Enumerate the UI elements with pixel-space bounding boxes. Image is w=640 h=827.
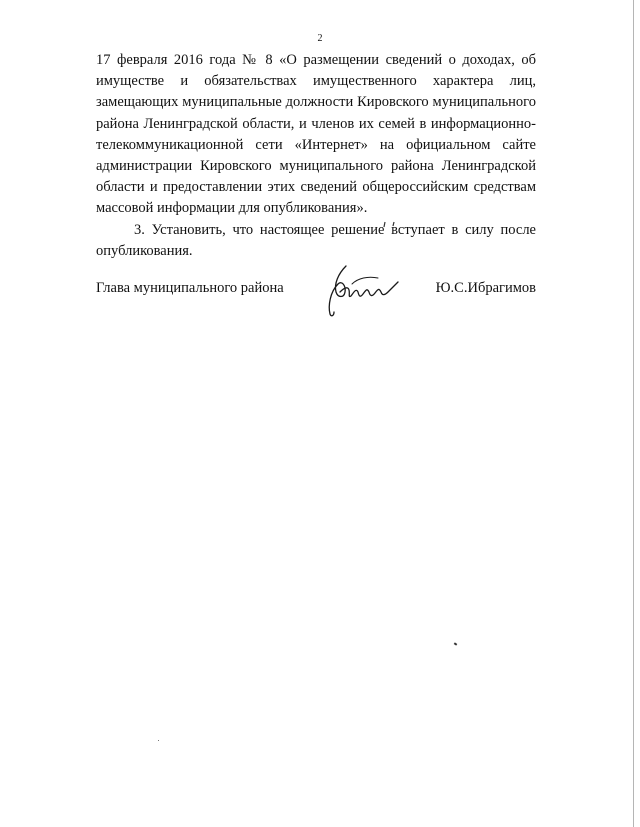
scan-speck [454, 642, 458, 645]
ink-tick-mark [382, 221, 400, 229]
page-edge-line [633, 0, 634, 827]
signatory-title: Глава муниципального района [96, 280, 284, 296]
text-line: 17 февраля 2016 года № 8 «О размещении сведений о доходах, об [96, 52, 536, 68]
text-line: замещающих муниципальные должности Кировского муниципального [96, 94, 536, 111]
clause-3 [96, 220, 536, 262]
signatory-name: Ю.С.Ибрагимов [435, 280, 536, 296]
scan-speck [158, 740, 159, 741]
text-line: имуществе и обязательствах имущественного характера лиц, [96, 73, 536, 90]
text-line: района Ленинградской области, и членов их семей в информационно- [96, 115, 536, 132]
text-line: массовой информации для опубликования». [96, 200, 368, 217]
document-body [96, 50, 536, 262]
text-line: области и предоставлении этих сведений общероссийским средствам [96, 179, 536, 196]
paragraph-continuation [96, 50, 536, 220]
text-line: телекоммуникационной сети «Интернет» на официальном сайте [96, 136, 536, 153]
handwritten-signature [318, 262, 400, 318]
text-line: администрации Кировского муниципального района Ленинградской [96, 157, 536, 174]
text-line: 3. Установить, что настоящее решение вступает в силу после [134, 221, 536, 238]
page-number: 2 [317, 33, 323, 44]
text-line: опубликования. [96, 242, 193, 259]
